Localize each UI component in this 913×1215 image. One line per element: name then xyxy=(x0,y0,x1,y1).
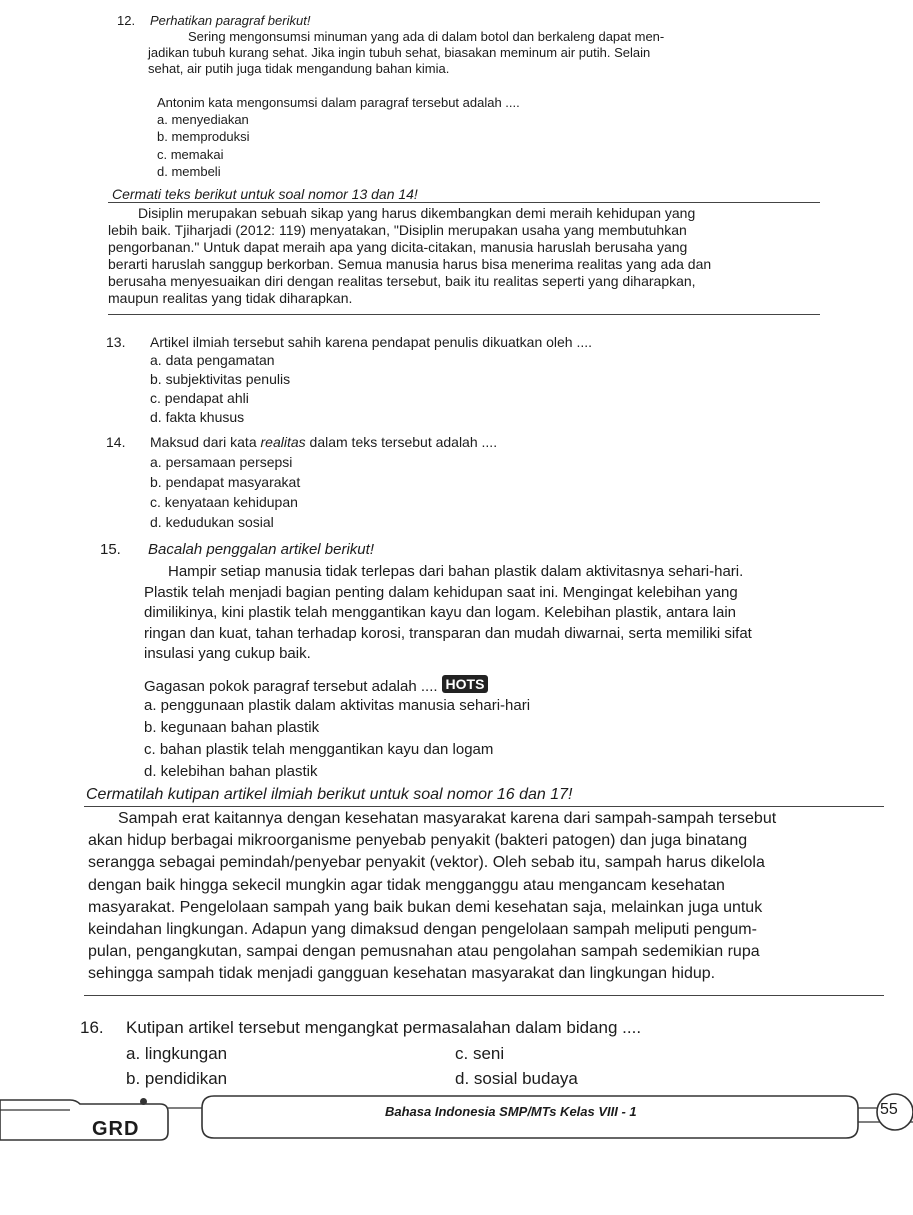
q15-option-b[interactable]: b. kegunaan bahan plastik xyxy=(144,719,320,736)
q15-para-line: ringan dan kuat, tahan terhadap korosi, transparan dan mudah diwarnai, serta memiliki sifat xyxy=(144,624,752,642)
q12-option-b[interactable]: b. memproduksi xyxy=(157,129,250,144)
q16-option-a[interactable]: a. lingkungan xyxy=(126,1044,228,1063)
text-16-17-line: dengan baik hingga sekecil mungkin agar tidak mengganggu atau mengancam kesehatan xyxy=(88,876,725,894)
footer-dot xyxy=(140,1098,147,1105)
intro-16-17: Cermatilah kutipan artikel ilmiah berikut untuk soal nomor 16 dan 17! xyxy=(86,786,573,803)
q13-option-a[interactable]: a. data pengamatan xyxy=(150,352,275,368)
q15-para-line: Hampir setiap manusia tidak terlepas dari bahan plastik dalam aktivitasnya sehari-hari. xyxy=(168,563,744,580)
q16-option-d[interactable]: d. sosial budaya xyxy=(455,1069,578,1088)
text-13-14-line: lebih baik. Tjiharjadi (2012: 119) menyatakan, "Disiplin merupakan usaha yang membutuhkan xyxy=(108,222,687,238)
q14-question xyxy=(150,434,497,450)
q13-option-b[interactable]: b. subjektivitas penulis xyxy=(150,371,291,387)
q14-number: 14. xyxy=(106,434,126,450)
intro-13-14: Cermati teks berikut untuk soal nomor 13 dan 14! xyxy=(112,186,418,202)
text-13-14-line: maupun realitas yang tidak diharapkan. xyxy=(108,290,353,306)
q15-question xyxy=(144,675,488,695)
text-13-14-line: berusaha menyesuaikan diri dengan realitas tersebut, baik itu realitas seperti yang diharapkan, xyxy=(108,273,696,289)
q12-instruction: Perhatikan paragraf berikut! xyxy=(150,13,311,28)
q12-question-text: Antonim kata mengonsumsi dalam paragraf tersebut adalah .... xyxy=(157,95,520,110)
q14-question-pre: Maksud dari kata xyxy=(150,434,261,450)
q12-option-a[interactable]: a. menyediakan xyxy=(157,112,249,127)
q16-option-b[interactable]: b. pendidikan xyxy=(126,1069,228,1088)
q12-para-line: jadikan tubuh kurang sehat. Jika ingin tubuh sehat, biasakan meminum air putih. Selain xyxy=(148,45,651,60)
q15-option-c[interactable]: c. bahan plastik telah menggantikan kayu dan logam xyxy=(144,741,494,758)
footer-book-title: Bahasa Indonesia SMP/MTs Kelas VIII - 1 xyxy=(385,1104,637,1119)
q12-option-d[interactable]: d. membeli xyxy=(157,164,221,179)
q12-question xyxy=(157,95,520,110)
q15-option-a[interactable]: a. penggunaan plastik dalam aktivitas manusia sehari-hari xyxy=(144,697,531,714)
q12-para-line: Sering mengonsumsi minuman yang ada di dalam botol dan berkaleng dapat men- xyxy=(188,29,665,44)
text-13-14-line: pengorbanan." Untuk dapat meraih apa yang dicita-citakan, manusia haruslah berusaha yang xyxy=(108,239,688,255)
page-number: 55 xyxy=(880,1101,898,1118)
text-13-14-line: Disiplin merupakan sebuah sikap yang harus dikembangkan demi meraih kehidupan yang xyxy=(138,205,696,221)
text-16-17-line: serangga sebagai pemindah/penyebar penyakit (vektor). Oleh sebab itu, sampah harus dikelola xyxy=(88,854,765,872)
q13-option-d[interactable]: d. fakta khusus xyxy=(150,409,245,425)
q15-para-line: dimilikinya, kini plastik telah menggantikan kayu dan logam. Kelebihan plastik, antara lain xyxy=(144,604,737,621)
q15-para-line: insulasi yang cukup baik. xyxy=(144,645,311,662)
q14-option-a[interactable]: a. persamaan persepsi xyxy=(150,454,293,470)
q16-option-c[interactable]: c. seni xyxy=(455,1044,505,1063)
hots-badge: HOTS xyxy=(442,675,489,693)
text-16-17-line: Sampah erat kaitannya dengan kesehatan masyarakat karena dari sampah-sampah tersebut xyxy=(118,810,777,827)
q12-number: 12. xyxy=(117,13,136,28)
q14-option-c[interactable]: c. kenyataan kehidupan xyxy=(150,494,298,510)
text-16-17-box xyxy=(84,806,884,996)
text-13-14-box xyxy=(108,202,820,315)
footer-grd-badge: GRD xyxy=(92,1118,140,1140)
q14-option-d[interactable]: d. kedudukan sosial xyxy=(150,514,274,530)
q12-para-line: sehat, air putih juga tidak mengandung bahan kimia. xyxy=(148,61,450,76)
q13-option-c[interactable]: c. pendapat ahli xyxy=(150,390,249,406)
q15-para-line: Plastik telah menjadi bagian penting dalam kehidupan saat ini. Mengingat kelebihan yang xyxy=(144,583,738,601)
q15-number: 15. xyxy=(100,541,121,558)
text-16-17-line: masyarakat. Pengelolaan sampah yang baik bukan demi kesehatan saja, melainkan juga untuk xyxy=(88,898,763,916)
q13-number: 13. xyxy=(106,334,126,350)
text-16-17-line: sehingga sampah tidak menjadi gangguan kesehatan masyarakat dan lingkungan hidup. xyxy=(88,965,716,983)
q16-number: 16. xyxy=(80,1018,104,1037)
q14-question-term: realitas xyxy=(260,434,306,450)
text-16-17-line: pulan, pengangkutan, sampai dengan pemusnahan atau pengolahan sampah sedemikian rupa xyxy=(88,943,760,961)
q14-option-b[interactable]: b. pendapat masyarakat xyxy=(150,474,301,490)
q12-paragraph-box xyxy=(148,29,808,82)
q15-option-d[interactable]: d. kelebihan bahan plastik xyxy=(144,763,318,780)
text-13-14-line: berarti haruslah sanggup berkorban. Semua manusia harus bisa menerima realitas yang ada dan xyxy=(108,256,712,272)
q16-question: Kutipan artikel tersebut mengangkat permasalahan dalam bidang .... xyxy=(126,1018,642,1037)
q15-paragraph-box xyxy=(144,562,844,666)
text-16-17-line: akan hidup berbagai mikroorganisme penyebab penyakit (bakteri patogen) dan juga binatang xyxy=(88,832,748,850)
q15-question-text: Gagasan pokok paragraf tersebut adalah .... xyxy=(144,678,438,695)
q13-question: Artikel ilmiah tersebut sahih karena pendapat penulis dikuatkan oleh .... xyxy=(150,334,593,350)
q14-question-post: dalam teks tersebut adalah .... xyxy=(305,434,498,450)
text-16-17-line: keindahan lingkungan. Adapun yang dimaksud dengan pengelolaan sampah meliputi pengum- xyxy=(88,921,757,939)
q15-instruction: Bacalah penggalan artikel berikut! xyxy=(148,541,374,558)
q12-option-c[interactable]: c. memakai xyxy=(157,147,224,162)
